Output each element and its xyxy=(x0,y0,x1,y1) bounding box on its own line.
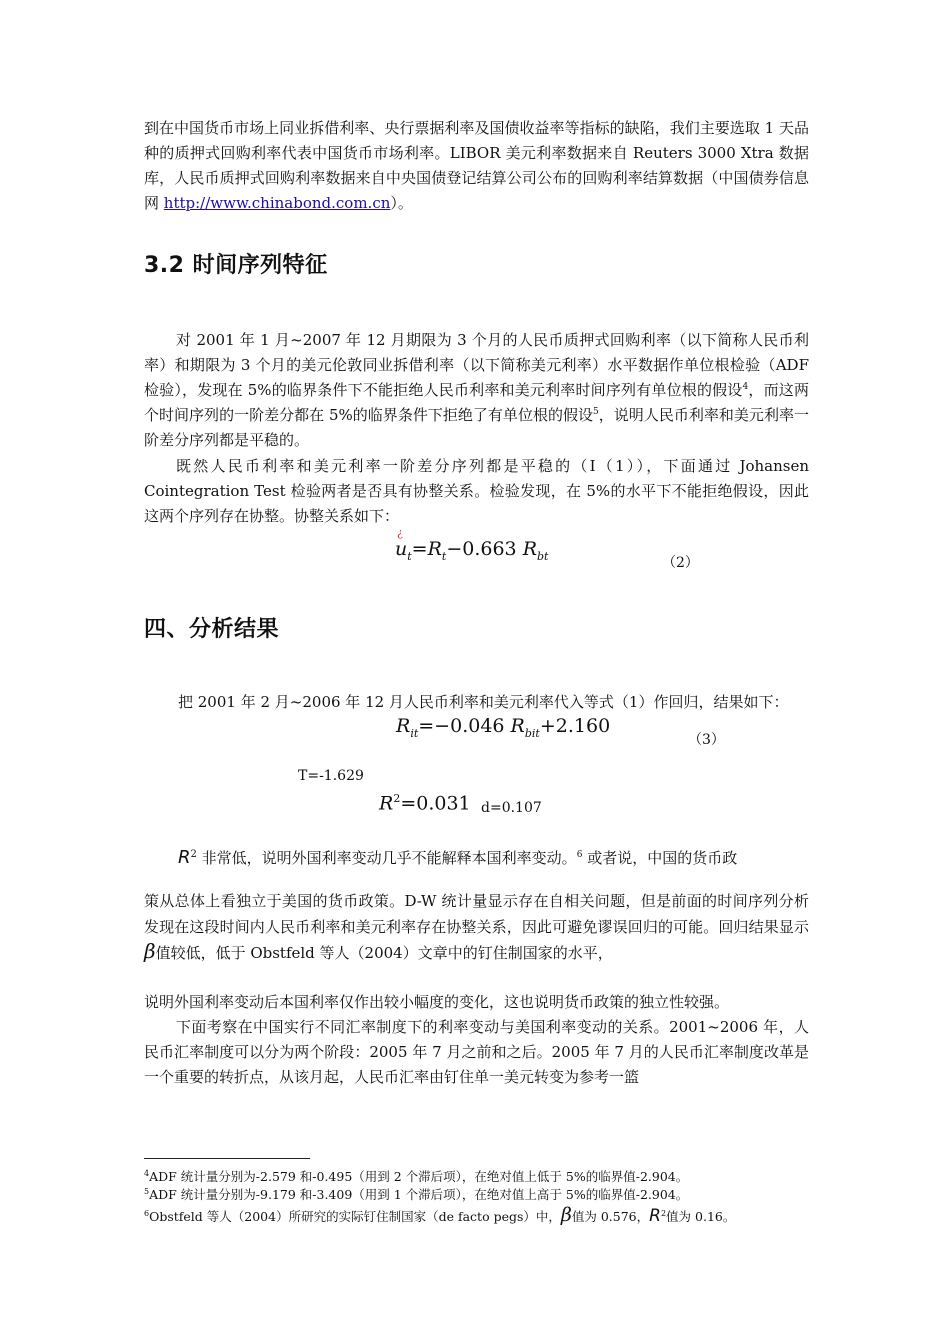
footnote-5 xyxy=(144,1184,688,1203)
footnote-6-text-1: Obstfeld 等人（2004）所研究的实际钉住制国家（de facto pegs）中， xyxy=(149,1209,561,1225)
footnote-4-text: ADF 统计量分别为-2.579 和-0.495（用到 2 个滞后项），在绝对值上低于 5%的临界值-2.904。 xyxy=(149,1169,689,1185)
policy-paragraph xyxy=(144,888,809,966)
t-statistic: T=-1.629 xyxy=(298,768,364,784)
equation-3-number: （3） xyxy=(688,732,725,748)
footnote-6-beta: β xyxy=(560,1204,572,1227)
policy-text-2: 值较低，低于 Obstfeld 等人（2004）文章中的钉住制国家的水平， xyxy=(155,944,613,962)
eq3-const: +2.160 xyxy=(539,715,611,737)
eq2-lhs-sub: t xyxy=(407,550,412,563)
intro-text: 到在中国货币市场上同业拆借利率、央行票据利率及国债收益率等指标的缺陷，我们主要选取 1 天品种的质押式回购利率代表中国货币市场利率。LIBOR 美元利率数据来自 Reuters 3000 Xtra 数据库，人民币质押式回购利率数据来自中央国债登记结算公司公布的回购利率结算数据（中国债券信息网 xyxy=(144,119,809,212)
equation-3 xyxy=(396,715,610,740)
eq2-r1: R xyxy=(427,538,442,560)
r2-inline-symbol: R xyxy=(178,847,191,868)
eq2-r2: R xyxy=(522,538,538,560)
r2-symbol: R xyxy=(379,792,394,815)
policy-text-1: 策从总体上看独立于美国的货币政策。D-W 统计量显示存在自相关问题，但是前面的时间序列分析发现在这段时间内人民币利率和美元利率存在协整关系，因此可避免谬误回归的可能。回归结果显示 xyxy=(144,892,809,936)
footnote-ref-5[interactable]: 5 xyxy=(593,407,599,417)
beta-symbol: β xyxy=(144,939,156,963)
independence-paragraph: 说明外国利率变动后本国利率仅作出较小幅度的变化，这也说明货币政策的独立性较强。 xyxy=(144,993,730,1011)
regression-paragraph: 把 2001 年 2 月~2006 年 12 月人民币利率和美元利率代入等式（1）作回归，结果如下： xyxy=(178,693,789,711)
footnote-6-r-sup: 2 xyxy=(660,1209,667,1218)
footnote-6-r: R xyxy=(649,1206,661,1227)
johansen-paragraph: 既然人民币利率和美元利率一阶差分序列都是平稳的（I（1）），下面通过 Johansen Cointegration Test 检验两者是否具有协整关系。检验发现，在 5%的水平下不能拒绝假设，因此这两个序列存在协整。协整关系如下： xyxy=(144,457,809,525)
eq2-coef: −0.663 xyxy=(446,538,517,560)
section-heading-4: 四、分析结果 xyxy=(144,617,280,642)
eq3-r1: R xyxy=(510,715,525,737)
regime-paragraph: 下面考察在中国实行不同汇率制度下的利率变动与美国利率变动的关系。2001~2006 年，人民币汇率制度可以分为两个阶段：2005 年 7 月之前和之后。2005 年 7 月的人民币汇率制度改革是一个重要的转折点，从该月起，人民币汇率由钉住单一美元转变为参考一篮 xyxy=(144,1018,809,1086)
eq3-lhs: R xyxy=(396,715,411,737)
eq2-r2-sub: bt xyxy=(537,550,549,563)
dw-statistic: d=0.107 xyxy=(481,800,542,816)
eq2-rel: = xyxy=(411,538,428,560)
intro-text-end: ）。 xyxy=(390,194,413,212)
adf-text-1: 对 2001 年 1 月~2007 年 12 月期限为 3 个月的人民币质押式回购利率（以下简称人民币利率）和期限为 3 个月的美元伦敦同业拆借利率（以下简称美元利率）水平数据作单位根检验（ADF 检验），发现在 5%的临界条件下不能拒绝人民币利率和美元利率时间序列有单位根的假设 xyxy=(144,331,809,399)
adf-text-3: ，说明人民币利率和美元利率一阶差分序列都是平稳的。 xyxy=(144,406,809,449)
section-heading-3-2: 3.2 时间序列特征 xyxy=(144,253,328,278)
chinabond-link[interactable]: http://www.chinabond.com.cn xyxy=(163,194,391,212)
r2-paragraph xyxy=(144,842,809,871)
adf-text-2: ，而这两个时间序列的一阶差分都在 5%的临界条件下拒绝了有单位根的假设 xyxy=(144,381,809,424)
r-squared-stat xyxy=(379,792,471,814)
r2-inline-sup: 2 xyxy=(190,849,197,860)
footnote-5-text: ADF 统计量分别为-9.179 和-3.409（用到 1 个滞后项），在绝对值上高于 5%的临界值-2.904。 xyxy=(149,1187,689,1203)
footnote-6 xyxy=(144,1206,735,1225)
equation-2 xyxy=(395,538,548,563)
footnote-4 xyxy=(144,1166,688,1185)
edit-mark: ¿ xyxy=(397,526,403,539)
eq2-r1-sub: t xyxy=(441,550,447,563)
r2-sup: 2 xyxy=(393,792,401,805)
footnote-6-number: 6 xyxy=(144,1209,150,1218)
footnote-ref-6[interactable]: 6 xyxy=(576,850,583,860)
footnote-separator xyxy=(144,1158,310,1159)
eq3-lhs-sub: it xyxy=(410,727,419,740)
footnote-ref-4[interactable]: 4 xyxy=(742,382,749,392)
r2-text-tail: 或者说，中国的货币政 xyxy=(582,849,738,867)
intro-paragraph xyxy=(144,116,809,216)
footnote-5-number: 5 xyxy=(144,1187,150,1196)
footnote-4-number: 4 xyxy=(144,1169,150,1178)
r2-text: 非常低，说明外国利率变动几乎不能解释本国利率变动。 xyxy=(201,849,577,867)
adf-paragraph xyxy=(144,328,809,453)
footnote-6-text-3: 值为 0.16。 xyxy=(666,1209,736,1225)
eq3-r1-sub: bit xyxy=(524,727,540,740)
footnote-6-text-2: 值为 0.576， xyxy=(571,1209,650,1225)
equation-2-number: （2） xyxy=(662,555,699,571)
r2-value: =0.031 xyxy=(400,792,471,815)
eq2-lhs: u xyxy=(395,538,408,560)
eq3-coef: =−0.046 xyxy=(418,715,505,737)
